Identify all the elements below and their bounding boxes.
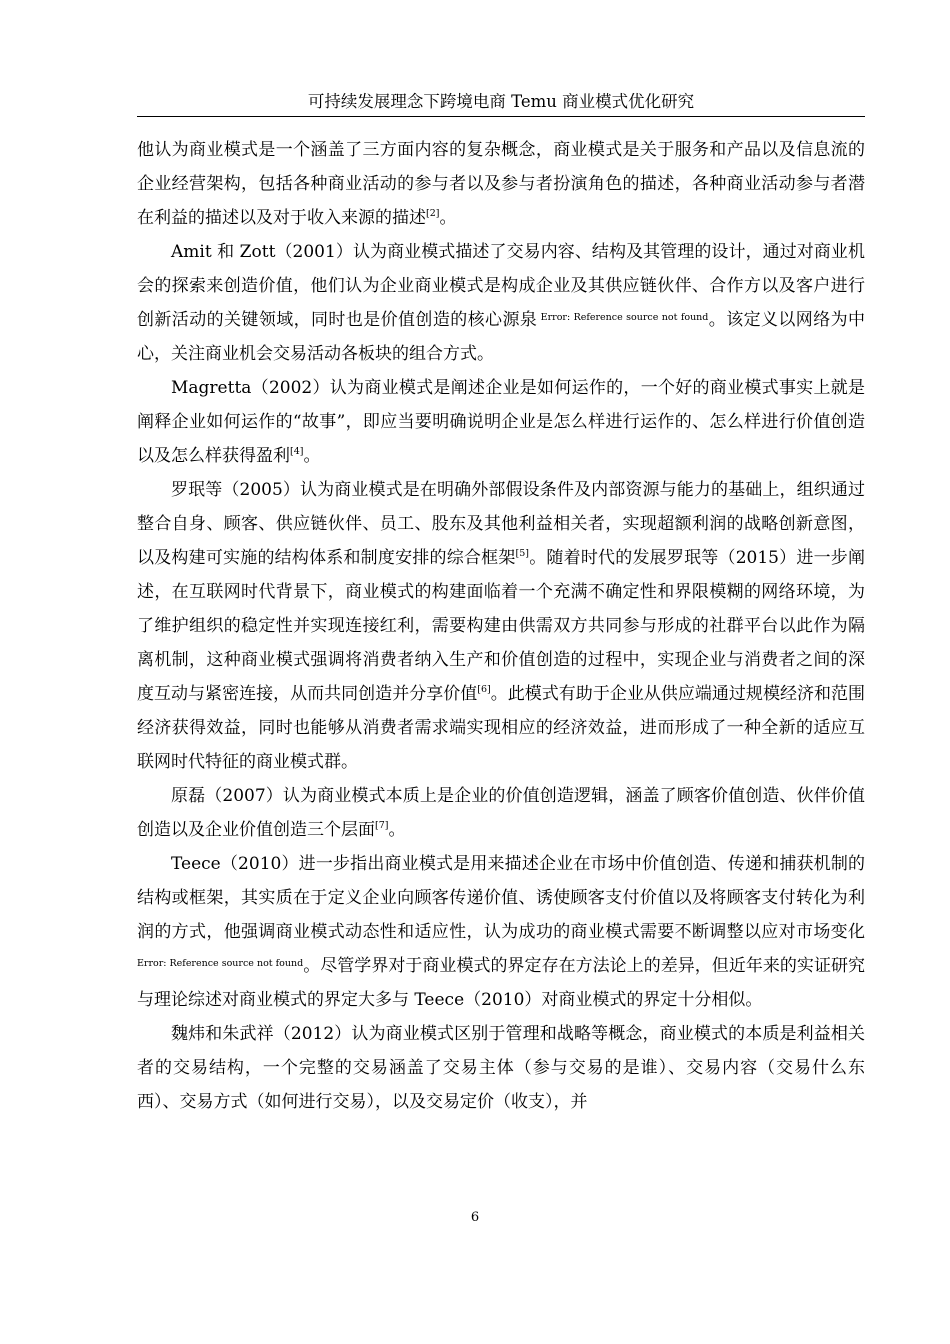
paragraph-text: Magretta（2002）认为商业模式是阐述企业是如何运作的，一个好的商业模式事实上就是阐释企业如何运作的“故事”，即应当要明确说明企业是怎么样进行运作的、怎么样进行价值创造以及怎么样获得盈利: [137, 378, 865, 466]
paragraph-text: Amit 和 Zott（2001）认为商业模式描述了交易内容、结构及其管理的设计，通过对商业机会的探索来创造价值，他们认为企业商业模式是构成企业及其供应链伙伴、合作方以及客户进行创新活动的关键领域，同时也是价值创造的核心源泉: [137, 242, 865, 330]
body-paragraph: [137, 371, 865, 473]
body-paragraph: [137, 779, 865, 847]
paragraph-text: 他认为商业模式是一个涵盖了三方面内容的复杂概念，商业模式是关于服务和产品以及信息流的企业经营架构，包括各种商业活动的参与者以及参与者扮演角色的描述，各种商业活动参与者潜在利益的描述以及对于收入来源的描述: [137, 140, 865, 228]
citation-marker: [5]: [515, 548, 530, 559]
paragraph-text: 。: [388, 820, 406, 840]
paragraph-text: 原磊（2007）认为商业模式本质上是企业的价值创造逻辑，涵盖了顾客价值创造、伙伴价值创造以及企业价值创造三个层面: [137, 786, 865, 840]
paragraph-text: Teece（2010）进一步指出商业模式是用来描述企业在市场中价值创造、传递和捕获机制的结构或框架，其实质在于定义企业向顾客传递价值、诱使顾客支付价值以及将顾客支付转化为利润的方式，他强调商业模式动态性和适应性，认为成功的商业模式需要不断调整以应对市场变化: [137, 854, 865, 942]
citation-marker: [4]: [290, 446, 304, 457]
paragraph-text: 。: [439, 208, 457, 228]
citation-marker: [7]: [375, 820, 389, 831]
body-paragraph: [137, 1017, 865, 1119]
reference-error-note: Error: Reference source not found: [537, 312, 709, 323]
running-header: 可持续发展理念下跨境电商 Temu 商业模式优化研究: [307, 92, 695, 111]
paragraph-text: 。该定义以网络为中心，关注商业机会交易活动各板块的组合方式。: [137, 310, 866, 364]
page-number: 6: [470, 1210, 480, 1225]
citation-marker: [6]: [477, 684, 491, 695]
reference-error-note: Error: Reference source not found: [137, 958, 304, 969]
body-text: [137, 133, 865, 1119]
body-paragraph: [137, 133, 865, 235]
paragraph-text: 魏炜和朱武祥（2012）认为商业模式区别于管理和战略等概念，商业模式的本质是利益相关者的交易结构，一个完整的交易涵盖了交易主体（参与交易的是谁）、交易内容（交易什么东西）、交易方式（如何进行交易），以及交易定价（收支），并: [137, 1024, 865, 1112]
paragraph-text: 。尽管学界对于商业模式的界定存在方法论上的差异，但近年来的实证研究与理论综述对商业模式的界定大多与 Teece（2010）对商业模式的界定十分相似。: [137, 956, 865, 1010]
paragraph-text: 。随着时代的发展罗珉等（2015）进一步阐述，在互联网时代背景下，商业模式的构建面临着一个充满不确定性和界限模糊的网络环境，为了维护组织的稳定性并实现连接红利，需要构建由供需双方共同参与形成的社群平台以此作为隔离机制，这种商业模式强调将消费者纳入生产和价值创造的过程中，实现企业与消费者之间的深度互动与紧密连接，从而共同创造并分享价值: [137, 548, 865, 704]
paragraph-text: 。此模式有助于企业从供应端通过规模经济和范围经济获得效益，同时也能够从消费者需求端实现相应的经济效益，进而形成了一种全新的适应互联网时代特征的商业模式群。: [137, 684, 866, 772]
citation-marker: [2]: [426, 208, 440, 219]
body-paragraph: [137, 235, 865, 371]
paragraph-text: 罗珉等（2005）认为商业模式是在明确外部假设条件及内部资源与能力的基础上，组织通过整合自身、顾客、供应链伙伴、员工、股东及其他利益相关者，实现超额利润的战略创新意图，以及构建可实施的结构体系和制度安排的综合框架: [137, 480, 865, 568]
body-paragraph: [137, 473, 865, 779]
paragraph-text: 。: [303, 446, 321, 466]
header-rule: [137, 116, 865, 117]
body-paragraph: [137, 847, 865, 1017]
